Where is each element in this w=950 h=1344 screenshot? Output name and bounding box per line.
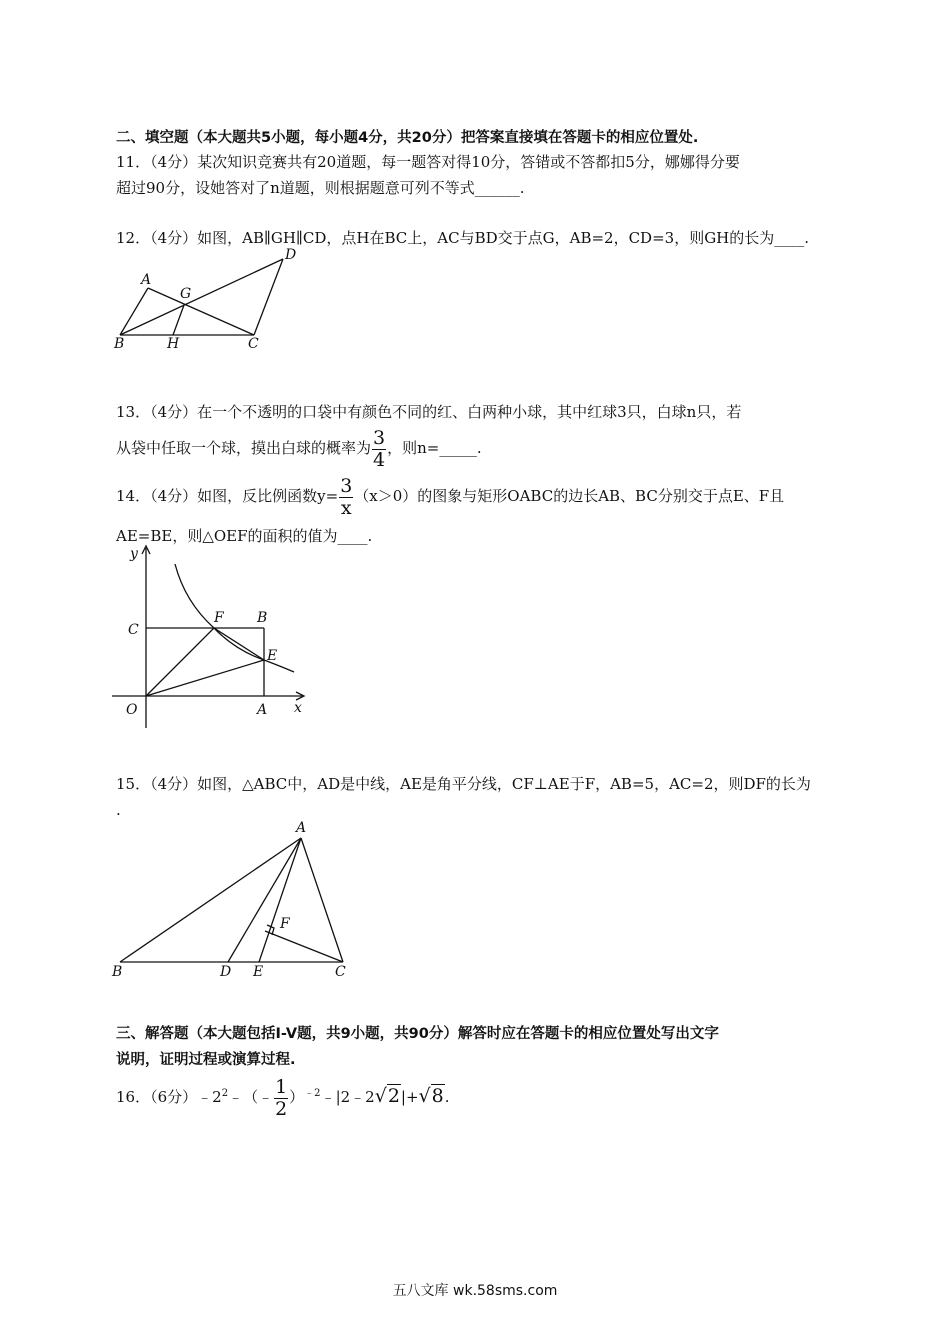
q13-line2 [116, 428, 482, 470]
q16-exp1: 2 [221, 1088, 229, 1099]
label-h: H [167, 336, 180, 352]
label-c: C [248, 336, 259, 352]
q16-mid1: ﹣（﹣ [228, 1088, 274, 1106]
label-d: D [285, 247, 297, 263]
q12-text: 12．（4分）如图，AB∥GH∥CD，点H在BC上，AC与BD交于点G，AB=2，CD=3，则GH的长为____. [116, 229, 810, 247]
label-e: E [267, 648, 278, 664]
q14-line2: AE=BE，则△OEF的面积的值为____. [116, 527, 373, 545]
label-x: x [294, 700, 302, 716]
section3-heading-line2: 说明，证明过程或演算过程. [116, 1052, 296, 1068]
q16-mid4: |+ [400, 1088, 419, 1106]
label-a: A [257, 702, 268, 718]
q13-frac-num: 3 [373, 426, 386, 449]
label-e: E [253, 964, 264, 980]
label-b: B [112, 964, 123, 980]
q13-frac-den: 4 [373, 448, 386, 471]
q14-line1 [116, 476, 784, 518]
q14-frac-num: 3 [340, 474, 353, 497]
q16-rad1: 2 [387, 1085, 400, 1107]
q13-line1: 13．（4分）在一个不透明的口袋中有颜色不同的红、白两种小球，其中红球3只，白球n只，若 [116, 403, 742, 421]
q14-fraction [339, 474, 353, 519]
label-a: A [296, 820, 307, 836]
q16-fraction [274, 1075, 288, 1120]
q15-figure [110, 818, 360, 983]
q13-line2-post: ，则n=_____. [387, 439, 482, 457]
label-d: D [220, 964, 232, 980]
q11-line2: 超过90分，设她答对了n道题，则根据题意可列不等式______. [116, 179, 525, 197]
label-y: y [130, 546, 138, 562]
sqrt-symbol: √ [374, 1085, 387, 1107]
label-o: O [126, 702, 138, 718]
segment-ac [148, 288, 254, 335]
label-g: G [180, 286, 192, 302]
q16-mid2: ） [289, 1088, 305, 1106]
q16-frac-num: 1 [275, 1075, 288, 1098]
label-c: C [128, 622, 139, 638]
label-c: C [335, 964, 346, 980]
q11-line1: 11．（4分）某次知识竞赛共有20道题，每一题答对得10分，答错或不答都扣5分，娜娜得分要 [116, 153, 740, 171]
sqrt-symbol: √ [418, 1085, 431, 1107]
footer-watermark: 五八文库 wk.58sms.com [392, 1283, 558, 1299]
q16-exp2: ﹣2 [304, 1088, 321, 1099]
q14-figure [110, 542, 310, 732]
q13-fraction [372, 426, 386, 471]
q16-expression [116, 1072, 450, 1119]
section2-heading: 二、填空题（本大题共5小题，每小题4分，共20分）把答案直接填在答题卡的相应位置处. [116, 130, 699, 146]
label-f: F [280, 916, 290, 932]
q15-line2: . [116, 801, 121, 819]
q14-line1-pre: 14．（4分）如图，反比例函数y= [116, 487, 339, 505]
q16-frac-den: 2 [275, 1097, 288, 1120]
q15-line1: 15．（4分）如图，△ABC中，AD是中线，AE是角平分线，CF⊥AE于F，AB=5，AC=2，则DF的长为 [116, 775, 811, 793]
segment-ad [228, 838, 301, 962]
q16-end: . [444, 1088, 450, 1106]
q13-line2-pre: 从袋中任取一个球，摸出白球的概率为 [116, 439, 372, 457]
label-f: F [214, 610, 224, 626]
segment-cf [265, 931, 343, 962]
q14-line1-post: （x＞0）的图象与矩形OABC的边长AB、BC分别交于点E、F且 [354, 487, 785, 505]
q12-figure [108, 244, 308, 352]
section3-heading-line1: 三、解答题（本大题包括I-V题，共9小题，共90分）解答时应在答题卡的相应位置处写出文字 [116, 1026, 719, 1042]
q16-mid3: ﹣|2﹣2 [320, 1088, 375, 1106]
label-b: B [257, 610, 268, 626]
label-a: A [141, 272, 152, 288]
label-b: B [114, 336, 125, 352]
segment-ab [120, 838, 301, 962]
q16-rad2: 8 [431, 1085, 444, 1107]
segment-ac [301, 838, 343, 962]
q14-frac-den: x [340, 496, 352, 519]
segment-fe [214, 628, 264, 660]
q16-prefix: 16．（6分）﹣2 [116, 1088, 222, 1106]
